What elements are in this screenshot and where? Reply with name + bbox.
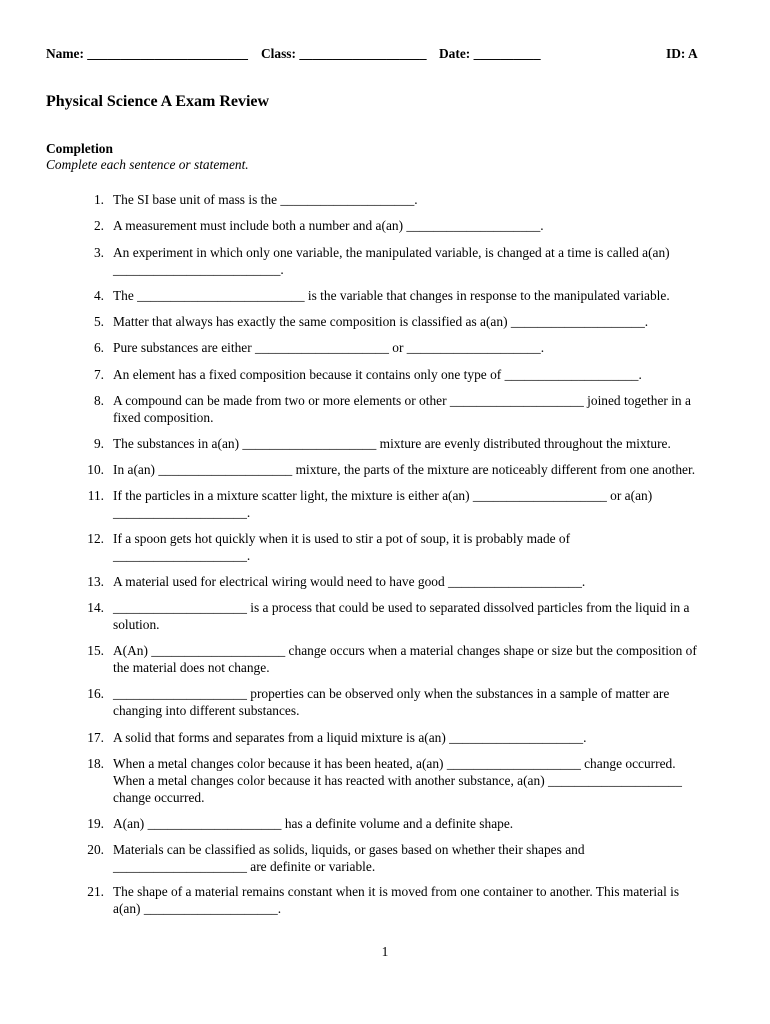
question-text: ____________________ is a process that could be used to separated dissolved particles from the liquid in a solution. bbox=[113, 600, 690, 632]
question-number: 14. bbox=[87, 600, 104, 615]
section-instruction: Complete each sentence or statement. bbox=[46, 157, 249, 172]
question-text: An element has a fixed composition because it contains only one type of ____________________. bbox=[113, 367, 642, 382]
question-number: 17. bbox=[87, 730, 104, 745]
question-number: 1. bbox=[93, 192, 104, 207]
question-number: 11. bbox=[87, 488, 104, 503]
page-header bbox=[46, 46, 706, 66]
question-text: Matter that always has exactly the same composition is classified as a(an) ____________________. bbox=[113, 314, 649, 329]
question-number: 13. bbox=[87, 574, 104, 589]
question-text: The shape of a material remains constant when it is moved from one container to another. This material is a(an) ____________________. bbox=[113, 884, 680, 916]
question-text: In a(an) ____________________ mixture, the parts of the mixture are noticeably different from one another. bbox=[113, 462, 696, 477]
question-number: 18. bbox=[87, 756, 104, 771]
question-number: 6. bbox=[93, 340, 104, 355]
page-number: 1 bbox=[381, 944, 389, 959]
question-text: A(An) ____________________ change occurs when a material changes shape or size but the composition of the material does not change. bbox=[113, 643, 697, 675]
date-field: Date: __________ bbox=[439, 46, 541, 61]
question-number: 15. bbox=[87, 643, 104, 658]
id-label: ID: A bbox=[666, 46, 698, 61]
question-number: 20. bbox=[87, 842, 104, 857]
question-text: The SI base unit of mass is the ____________________. bbox=[113, 192, 418, 207]
question-number: 10. bbox=[87, 462, 104, 477]
question-number: 21. bbox=[87, 884, 104, 899]
question-text: If a spoon gets hot quickly when it is used to stir a pot of soup, it is probably made of ____________________. bbox=[113, 531, 571, 563]
question-number: 9. bbox=[93, 436, 104, 451]
question-number: 8. bbox=[93, 393, 104, 408]
question-number: 5. bbox=[93, 314, 104, 329]
question-number: 19. bbox=[87, 816, 104, 831]
question-text: When a metal changes color because it has been heated, a(an) ____________________ change occurred. When a metal changes color because it has reacted with another substance, a(an) ____________________ change occurred. bbox=[113, 756, 682, 805]
question-text: Pure substances are either ____________________ or ____________________. bbox=[113, 340, 545, 355]
question-number: 12. bbox=[87, 531, 104, 546]
question-text: A solid that forms and separates from a liquid mixture is a(an) ____________________. bbox=[113, 730, 587, 745]
page-title: Physical Science A Exam Review bbox=[46, 93, 270, 110]
question-text: If the particles in a mixture scatter light, the mixture is either a(an) ____________________ or a(an) ____________________. bbox=[113, 488, 653, 520]
section-heading: Completion bbox=[46, 141, 113, 156]
question-text: ____________________ properties can be observed only when the substances in a sample of matter are changing into different substances. bbox=[113, 686, 670, 718]
question-text: A(an) ____________________ has a definite volume and a definite shape. bbox=[113, 816, 514, 831]
question-text: The substances in a(an) ____________________ mixture are evenly distributed throughout the mixture. bbox=[113, 436, 671, 451]
question-text: Materials can be classified as solids, liquids, or gases based on whether their shapes and ____________________ are definite or variable. bbox=[113, 842, 585, 874]
question-text: An experiment in which only one variable, the manipulated variable, is changed at a time is called a(an) _________________________. bbox=[113, 245, 670, 277]
question-number: 7. bbox=[93, 367, 104, 382]
question-number: 2. bbox=[93, 218, 104, 233]
question-number: 16. bbox=[87, 686, 104, 701]
name-field: Name: ________________________ bbox=[46, 46, 248, 61]
question-text: A compound can be made from two or more elements or other ____________________ joined together in a fixed composition. bbox=[113, 393, 691, 425]
question-number: 4. bbox=[93, 288, 104, 303]
question-text: The _________________________ is the variable that changes in response to the manipulated variable. bbox=[113, 288, 670, 303]
class-field: Class: ___________________ bbox=[261, 46, 427, 61]
question-text: A measurement must include both a number and a(an) ____________________. bbox=[113, 218, 544, 233]
question-text: A material used for electrical wiring would need to have good ____________________. bbox=[113, 574, 586, 589]
question-number: 3. bbox=[93, 245, 104, 260]
